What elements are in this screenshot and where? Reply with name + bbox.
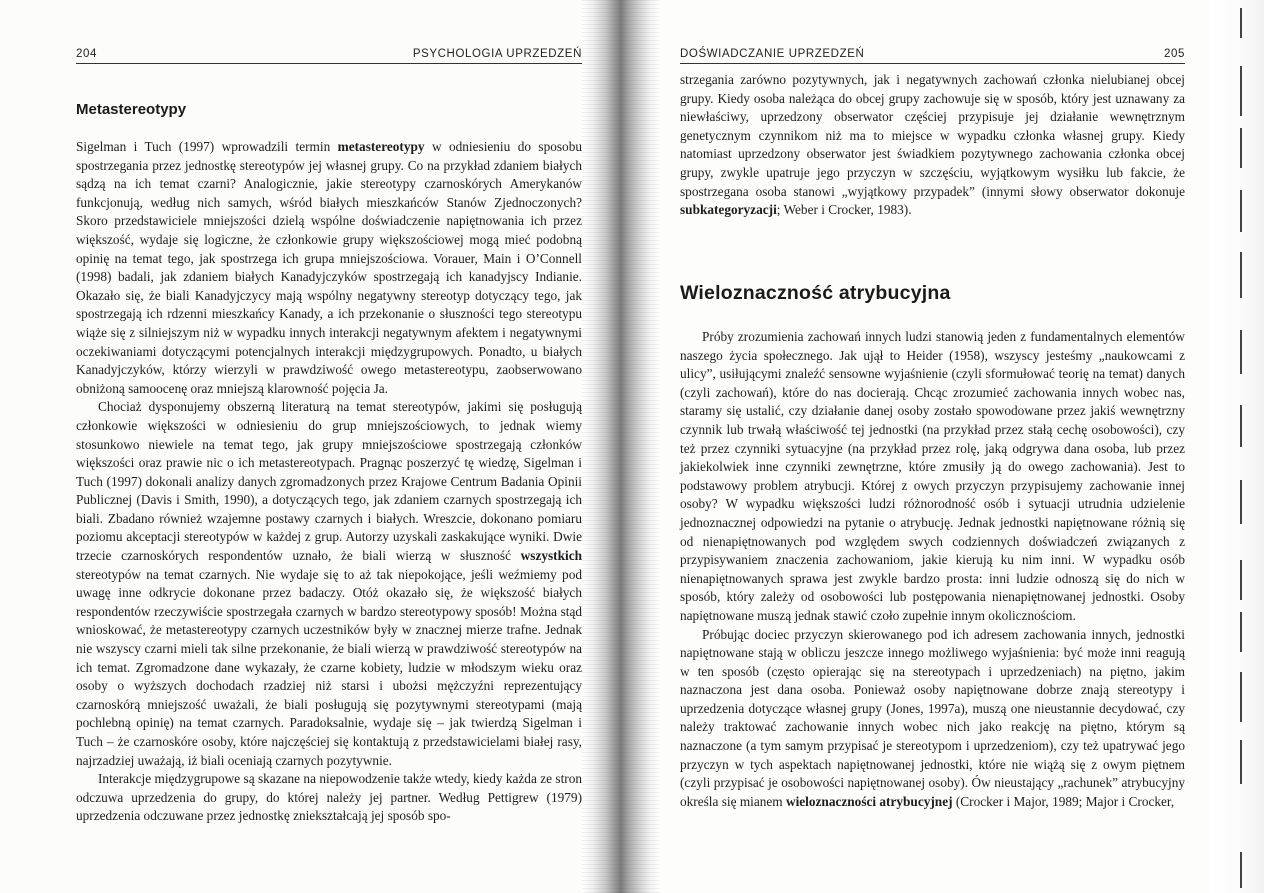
text-run: Próby zrozumienia zachowań innych ludzi stanowią jeden z fundamentalnych elementów naszego życia społecznego. Jak ujął to Heider (1958), wszyscy jesteśmy „naukowcami z ulicy”, usiłującymi znaleźć sensowne wyjaśnienie (czyli sformułować teorię na temat) danych (czyli zachowań), które do nas docierają. Chcąc zrozumieć zachowania innych wobec nas, staramy się ustalić, czy działanie danej osoby zostało spowodowane przez jakiś wewnętrzny czynnik lub trwałą właściwość tej jednostki (na przykład przez stałą cechę osobowości), czy też przez czynniki sytuacyjne (na przykład przez rolę, jaką odgrywa dana osoba, lub przez jakiekolwiek inne czynniki zewnętrzne, które zmusiły ją do owego zachowania). Jest to podstawowy problem atrybucji. Której z owych przyczyn przypisujemy zachowanie innej osoby? W wypadku większości ludzi różnorodność osób i sytuacji utrudnia udzielenie jednoznacznej odpowiedzi na pytanie o atrybucję. Jednak jednostki napiętnowane różnią się od nienapiętnowanych pod względem swych codziennych doświadczeń związanych z przypisywaniem znaczenia zachowaniom, jakie kierują ku nim inni. W wypadku osób nienapiętnowanych sprawa jest zwykle bardzo prosta: inni ludzie odnoszą się do nich w sposób, który zależy od osobowości lub postępowania nienapiętnowanej jednostki. Osoby napiętnowane muszą jednak stawić czoło zupełnie innym okolicznościom. — [680, 329, 1185, 623]
bold-term: wszystkich — [520, 548, 582, 564]
edge-mark — [1240, 66, 1242, 116]
right-body-text — [680, 328, 1185, 811]
text-run: (Crocker i Major, 1989; Major i Crocker, — [952, 793, 1175, 809]
left-page — [0, 0, 612, 893]
edge-mark — [1240, 612, 1242, 652]
right-page — [612, 0, 1264, 893]
edge-mark — [1240, 672, 1242, 722]
page-edge-shadow — [1210, 0, 1264, 893]
text-run: Próbując dociec przyczyn skierowanego pod ich adresem zachowania innych, jednostki napiętnowane stają w obliczu jeszcze innego możliwego wyjaśnienia: być może inni reagują w ten sposób (często opierając się na stereotypach i uprzedzeniach) na piętno, jakim naznaczona jest dana osoba. Ponieważ osoby napiętnowane dobrze znają stereotypy i uprzedzenia dotyczące własnej grupy (Jones, 1997a), muszą one nieustannie decydować, czy należy traktować zachowanie innych wobec nich jako reakcję na piętno, którym są naznaczone (a tym samym przypisać je stereotypom i uprzedzeniom), czy też upatrywać jego przyczyn w tych aspektach napiętnowanej jednostki, które nie wiążą się z owym piętnem (czyli przypisać je osobowości napiętnowanej osoby). Ów nieustający „rachunek” atrybucyjny określa się mianem — [680, 626, 1185, 809]
edge-mark — [1240, 405, 1242, 447]
left-running-head — [76, 44, 582, 64]
edge-mark — [1240, 8, 1242, 38]
body-paragraph — [76, 398, 582, 770]
body-paragraph — [680, 328, 1185, 626]
edge-mark — [1240, 852, 1242, 888]
body-paragraph — [76, 770, 582, 826]
edge-mark — [1240, 128, 1242, 168]
text-run: Chociaż dysponujemy obszerną literaturą na temat stereotypów, jakimi się posługują członkowie większości w odniesieniu do grup mniejszościowych, to jednak wiemy stosunkowo niewiele na temat tego, jak grupy mniejszościowe spostrzegają członków większości oraz prawie nic o ich metastereotypach. Pragnąc poszerzyć tę wiedzę, Sigelman i Tuch (1997) dokonali analizy danych zgromadzonych przez Krajowe Centrum Badania Opinii Publicznej (Davis i Smith, 1990), a dotyczących tego, jak zdaniem czarnych spostrzegają ich biali. Zbadano również wzajemne postawy czarnych i białych. Wreszcie, dokonano pomiaru poziomu akceptacji stereotypów w każdej z grup. Autorzy uzyskali zaskakujące wyniki. Dwie trzecie czarnoskórych respondentów uznało, że biali wierzą w słuszność — [76, 399, 582, 564]
right-page-number: 205 — [1164, 48, 1185, 60]
left-page-number: 204 — [76, 48, 97, 60]
body-paragraph — [680, 71, 1185, 220]
left-body-text — [76, 138, 582, 826]
section-title-metastereotypy: Metastereotypy — [76, 101, 187, 118]
section-title-wieloznacznosc-atrybucyjna: Wieloznaczność atrybucyjna — [680, 282, 951, 304]
text-run: strzegania zarówno pozytywnych, jak i negatywnych zachowań członka nielubianej obcej grupy. Kiedy osoba należąca do obcej grupy zachowuje się w sposób, który jest uznawany za niewłaściwy, uprzedzony obserwator częściej przypisuje jej działanie wewnętrznym genetycznym czynnikom niż ma to miejsce w wypadku członka własnej grupy. Kiedy natomiast uprzedzony obserwator jest świadkiem pozytywnego zachowania członka obcej grupy, zwykle upatruje jego przyczyn w szczęściu, wyjątkowym wysiłku lub fakcie, że spostrzegana osoba stanowi „wyjątkowy przypadek” (innymi słowy obserwator dokonuje — [680, 72, 1185, 199]
edge-mark — [1240, 330, 1242, 374]
right-running-head-title: DOŚWIADCZANIE UPRZEDZEŃ — [680, 48, 865, 60]
bold-term: wieloznaczności atrybucyjnej — [785, 793, 953, 809]
text-run: ; Weber i Crocker, 1983). — [776, 202, 912, 218]
edge-mark — [1240, 480, 1242, 524]
text-run: Interakcje międzygrupowe są skazane na niepowodzenie także wtedy, kiedy każda ze stron odczuwa uprzedzenia do grupy, do której należy jej partner. Według Pettigrew (1979) uprzedzenia odczuwane przez jednostkę zniekształcają jej sposób spo- — [76, 771, 582, 824]
bold-term: subkategoryzacji — [680, 202, 777, 218]
text-run: w odniesieniu do sposobu spostrzegania przez jednostkę stereotypów jej własnej grupy. Co na przykład zdaniem białych sądzą na ich temat czarni? Analogicznie, jakie stereotypy czarnoskórych Amerykanów funkcjonują, według nich samych, wśród białych mieszkańców Stanów Zjednoczonych? Skoro przedstawiciele mniejszości dzielą wspólne doświadczenie napiętnowania ich przez większość, wydaje się logiczne, że członkowie grupy większościowej mogą mieć podobną opinię na temat tego, jak spostrzega ich grupa mniejszościowa. Vorauer, Main i O’Connell (1998) badali, jak zdaniem białych Kanadyjczyków spostrzegają ich kanadyjscy Indianie. Okazało się, że biali Kanadyjczycy mają wspólny negatywny stereotyp dotyczący tego, jak spostrzegają ich rdzenni mieszkańcy Kanady, a ich przekonanie o słuszności tego stereotypu wiąże się z silniejszym niż w wypadku innych interakcji negatywnym afektem i negatywnymi oczekiwaniami dotyczącymi potencjalnych interakcji międzygrupowych. Ponadto, u białych Kanadyjczyków, którzy wierzyli w prawdziwość owego metastereotypu, zaobserwowano obniżoną samoocenę oraz mniejszą klarowność pojęcia Ja. — [76, 139, 582, 396]
bold-term: metastereotypy — [337, 139, 425, 154]
right-top-text — [680, 71, 1185, 220]
edge-mark — [1240, 190, 1242, 232]
book-gutter — [582, 0, 660, 893]
body-paragraph — [680, 626, 1185, 812]
edge-mark — [1240, 740, 1242, 784]
edge-mark — [1240, 252, 1242, 298]
edge-mark — [1240, 560, 1242, 600]
text-run: Sigelman i Tuch (1997) wprowadzili termin — [76, 139, 338, 154]
text-run: stereotypów na temat czarnych. Nie wydaje się to aż tak niepokojące, jeśli weźmiemy pod uwagę inne odkrycie dokonane przez badaczy. Otóż okazało się, że większość białych respondentów rzeczywiście spostrzegała czarnych w bardzo stereotypowy sposób! Można stąd wnioskować, że metastereotypy czarnych uczestników były w znacznej mierze trafne. Jednak nie wszyscy czarni mieli tak silne przekonanie, że biali wierzą w prawdziwość stereotypów na ich temat. Zgromadzone dane wykazały, że czarne kobiety, ludzie w młodszym wieku oraz osoby o wyższych dochodach rzadziej niż starsi i ubożsi mężczyźni reprezentujący czarnoskórą mniejszość uważali, że biali posługują się pozytywnymi stereotypami (mają pochlebną opinię) na temat czarnych. Paradoksalnie, wydaje się – jak twierdzą Sigelman i Tuch – że czarnoskóre osoby, które najczęściej się kontaktują z przedstawicielami białej rasy, najrzadziej uważają, iż biali oceniają czarnych pozytywnie. — [76, 566, 582, 768]
body-paragraph — [76, 138, 582, 398]
right-running-head — [680, 44, 1185, 64]
left-running-head-title: PSYCHOLOGIA UPRZEDZEŃ — [412, 48, 582, 60]
